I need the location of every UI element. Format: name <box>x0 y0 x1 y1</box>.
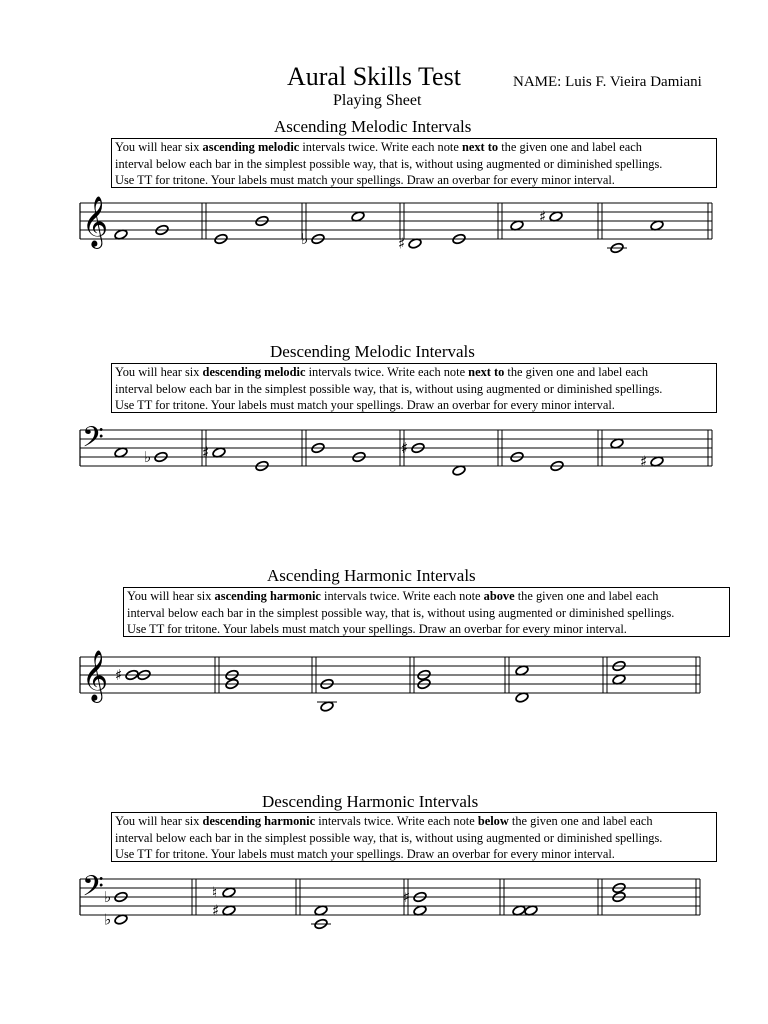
instruction-text: You will hear six <box>115 365 203 379</box>
flat-icon: ♭ <box>104 888 112 906</box>
instruction-emphasis: ascending harmonic <box>214 589 321 603</box>
instruction-text: intervals twice. Write each note <box>299 140 462 154</box>
sharp-icon: ♯ <box>212 901 220 920</box>
instruction-text: the given one and label each <box>504 365 649 379</box>
sharp-icon: ♯ <box>202 443 210 462</box>
section-title-descending-harmonic: Descending Harmonic Intervals <box>262 792 479 811</box>
bass-clef-icon: 𝄢 <box>82 421 104 461</box>
instruction-emphasis: below <box>477 814 509 828</box>
flat-icon: ♭ <box>104 910 112 929</box>
instruction-text: You will hear six <box>127 589 215 603</box>
instruction-text: intervals twice. Write each note <box>305 365 469 379</box>
sharp-icon: ♯ <box>401 439 409 457</box>
instruction-text: interval below each bar in the simplest possible way, that is, without using augmented or diminished spellings. <box>115 830 663 845</box>
instruction-text: Use TT for tritone. Your labels must match your spellings. Draw an overbar for every minor interval. <box>127 622 627 637</box>
flat-icon: ♭ <box>301 230 309 248</box>
student-name: NAME: Luis F. Vieira Damiani <box>513 74 702 90</box>
instruction-text: Use TT for tritone. Your labels must match your spellings. Draw an overbar for every minor interval. <box>115 173 615 188</box>
instruction-text: You will hear six <box>115 814 203 828</box>
bass-clef-icon: 𝄢 <box>82 870 104 910</box>
instruction-text: interval below each bar in the simplest possible way, that is, without using augmented or diminished spellings. <box>115 381 663 396</box>
section-title-ascending-harmonic: Ascending Harmonic Intervals <box>267 566 476 585</box>
instruction-emphasis: next to <box>468 365 505 379</box>
instruction-emphasis: above <box>483 589 515 603</box>
instruction-text: interval below each bar in the simplest possible way, that is, without using augmented or diminished spellings. <box>127 605 675 620</box>
instruction-text: intervals twice. Write each note <box>320 589 484 603</box>
instruction-emphasis: descending melodic <box>202 365 306 379</box>
page-subtitle: Playing Sheet <box>333 92 422 109</box>
natural-icon: ♮ <box>212 883 218 902</box>
section-title-ascending-melodic: Ascending Melodic Intervals <box>274 117 472 136</box>
sharp-icon: ♯ <box>539 207 547 226</box>
sharp-icon: ♯ <box>403 888 411 906</box>
instruction-text: intervals twice. Write each note <box>315 814 478 828</box>
instruction-text: You will hear six <box>115 140 203 154</box>
instruction-text: Use TT for tritone. Your labels must match your spellings. Draw an overbar for every minor interval. <box>115 847 615 862</box>
instruction-text: the given one and label each <box>508 814 653 828</box>
instruction-text: the given one and label each <box>514 589 659 603</box>
page-title: Aural Skills Test <box>287 62 461 91</box>
sharp-icon: ♯ <box>115 666 123 684</box>
instruction-emphasis: descending harmonic <box>202 814 316 828</box>
sharp-icon: ♯ <box>640 452 648 471</box>
treble-clef-icon: 𝄞 <box>82 650 109 701</box>
instruction-text: Use TT for tritone. Your labels must match your spellings. Draw an overbar for every minor interval. <box>115 398 615 413</box>
section-title-descending-melodic: Descending Melodic Intervals <box>270 342 475 361</box>
treble-clef-icon: 𝄞 <box>82 196 109 247</box>
instruction-emphasis: next to <box>461 140 499 154</box>
flat-icon: ♭ <box>144 448 152 466</box>
instruction-text: the given one and label each <box>498 140 642 154</box>
instruction-emphasis: ascending melodic <box>202 140 300 154</box>
instruction-text: interval below each bar in the simplest possible way, that is, without using augmented or diminished spellings. <box>115 156 663 171</box>
sharp-icon: ♯ <box>398 234 406 253</box>
